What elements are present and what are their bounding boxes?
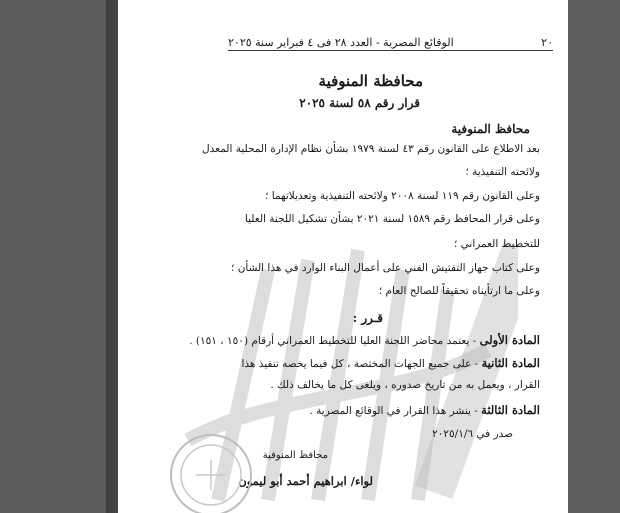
- article-line: [189, 333, 540, 347]
- running-header: [228, 34, 553, 51]
- preamble-line: وعلى ما ارتأيناه تحقيقاً للصالح العام ؛: [378, 285, 540, 297]
- preamble-line: وعلى كتاب جهاز التفتيش الفني على أعمال البناء الوارد في هذا الشأن ؛: [231, 262, 540, 274]
- page-number: ٢٠: [541, 35, 553, 49]
- preamble-line: وعلى قرار المحافظ رقم ١٥٨٩ لسنة ٢٠٢١ بشأن تشكيل اللجنة العليا: [244, 213, 540, 225]
- document-page: [118, 0, 568, 513]
- article-line: [270, 379, 540, 391]
- article-text: القرار ، ويعمل به من تاريخ صدوره ، ويلغى كل ما يخالف ذلك .: [270, 379, 540, 391]
- viewer-background-right: [568, 0, 620, 513]
- article-text: - ينشر هذا القرار في الوقائع المصرية .: [309, 405, 482, 417]
- preamble-line: للتخطيط العمراني ؛: [453, 238, 540, 250]
- decree-title: قرار رقم ٥٨ لسنة ٢٠٢٥: [299, 96, 420, 110]
- verdict-heading: قـرر :: [352, 311, 383, 325]
- signatory-name: لواء/ ابراهيم أحمد أبو ليمون: [238, 474, 373, 488]
- document-title: محافظة المنوفية: [318, 72, 423, 90]
- signatory-title: محافظ المنوفية: [262, 450, 328, 461]
- official-stamp: [166, 430, 256, 513]
- article-line: [309, 403, 540, 417]
- governor-heading: محافظ المنوفية: [451, 122, 530, 136]
- article-label: المادة الثالثة: [481, 403, 540, 417]
- article-label: المادة الأولى: [479, 333, 540, 347]
- header-title: الوقائع المصرية - العدد ٢٨ فى ٤ فبراير سنة ٢٠٢٥: [228, 35, 454, 49]
- article-text: - على جميع الجهات المختصة ، كل فيما يخصه تنفيذ هذا: [241, 358, 482, 370]
- article-text: - يعتمد محاضر اللجنة العليا للتخطيط العمراني أرقام (١٥٠ ، ١٥١) .: [189, 335, 480, 347]
- article-label: المادة الثانية: [481, 356, 540, 370]
- preamble-line: ولائحته التنفيذية ؛: [465, 166, 540, 178]
- preamble-line: وعلى القانون رقم ١١٩ لسنة ٢٠٠٨ ولائحته التنفيذية وتعديلاتهما ؛: [265, 190, 540, 202]
- article-line: [241, 356, 540, 370]
- preamble-line: بعد الاطلاع على القانون رقم ٤٣ لسنة ١٩٧٩ بشأن نظام الإدارة المحلية المعدل: [202, 143, 540, 155]
- issue-date: صدر في ٢٠٢٥/١/٦: [432, 428, 513, 440]
